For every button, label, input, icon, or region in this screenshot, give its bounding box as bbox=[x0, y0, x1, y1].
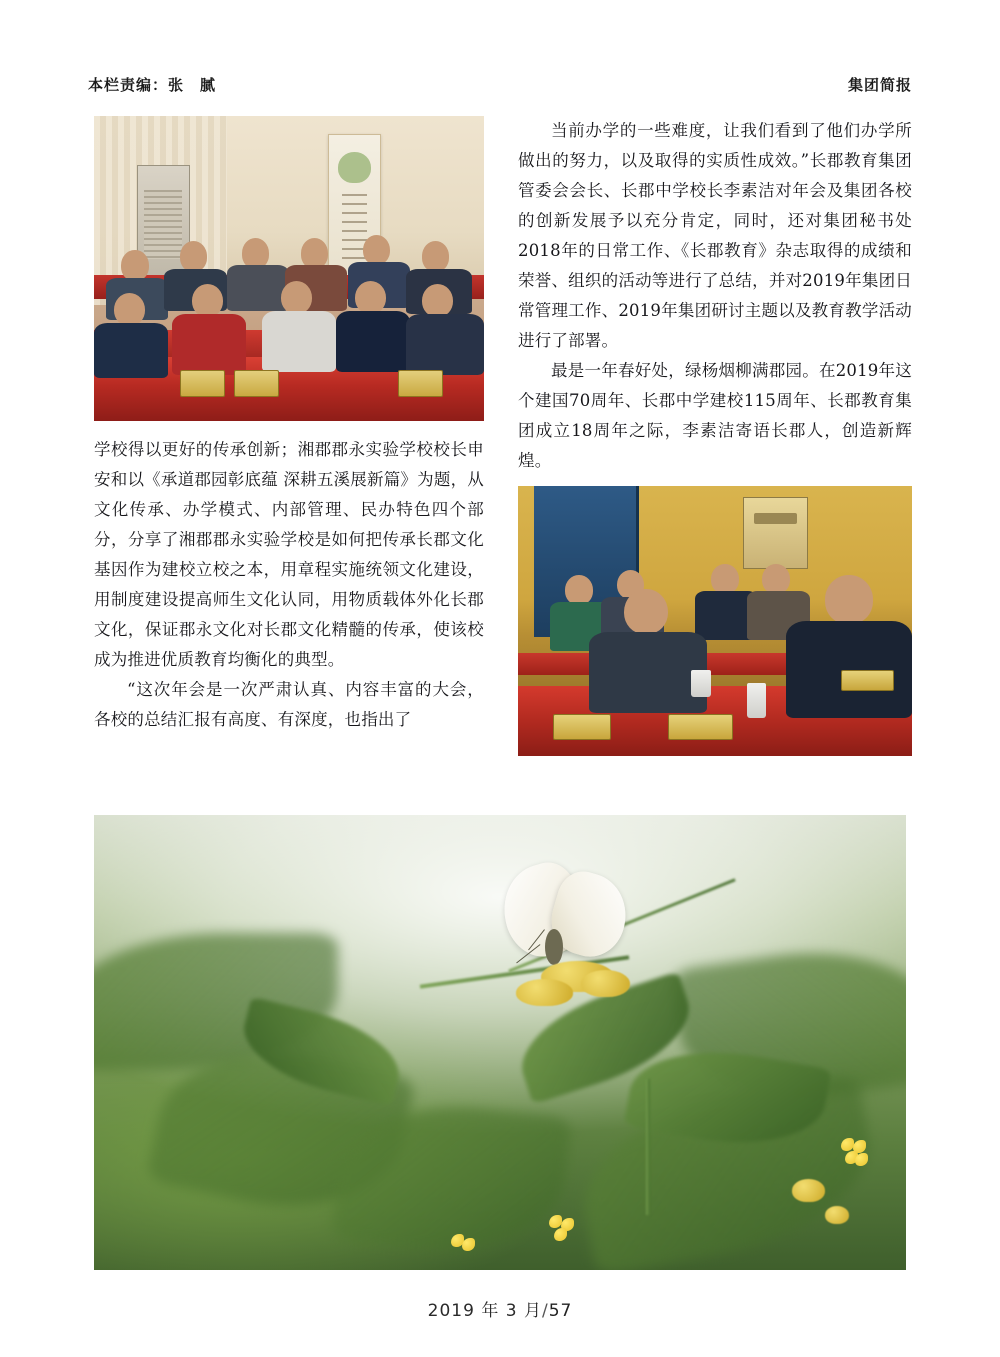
flower-bud bbox=[792, 1179, 824, 1202]
paragraph: 最是一年春好处，绿杨烟柳满郡园。在2019年这个建国70周年、长郡中学建校115周年、长郡教育集团成立18周年之际，李素洁寄语长郡人，创造新辉煌。 bbox=[518, 361, 912, 470]
page-footer bbox=[0, 1296, 1000, 1321]
nameplate bbox=[553, 714, 610, 740]
footer-date: 2019 年 3 月 bbox=[427, 1301, 542, 1321]
attendee-head bbox=[192, 284, 223, 318]
attendee-head bbox=[363, 235, 390, 266]
attendee-head bbox=[281, 281, 312, 315]
stem bbox=[646, 1079, 650, 1216]
section-title: 集团简报 bbox=[847, 76, 912, 94]
rape-flower bbox=[841, 1138, 882, 1179]
photo-butterfly-spring bbox=[94, 815, 906, 1270]
attendee-head bbox=[422, 284, 453, 318]
attendee-body bbox=[262, 311, 336, 372]
nameplate bbox=[180, 370, 225, 396]
attendee-head bbox=[180, 241, 207, 272]
paper-cup bbox=[747, 683, 767, 718]
nameplate bbox=[398, 370, 443, 396]
attendee-head-foreground bbox=[624, 589, 667, 635]
attendee-head bbox=[301, 238, 328, 269]
right-column-text bbox=[518, 116, 912, 476]
rape-flower-cluster bbox=[581, 970, 630, 997]
attendee-head bbox=[762, 564, 790, 594]
attendee-head bbox=[121, 250, 148, 281]
nameplate bbox=[668, 714, 733, 740]
nameplate bbox=[841, 670, 894, 691]
water-bottle bbox=[691, 670, 711, 697]
petal bbox=[554, 1228, 567, 1241]
left-column bbox=[94, 116, 484, 735]
attendee-body bbox=[336, 311, 410, 372]
paragraph: 当前办学的一些难度，让我们看到了他们办学所做出的努力，以及取得的实质性成效。”长郡教育集团管委会会长、长郡中学校长李素洁对年会及集团各校的创新发展予以充分肯定，同时，还对集团秘书处2018年的日常工作、《长郡教育》杂志取得的成绩和荣誉、组织的活动等进行了总结，并对2019年集团日常管理工作、2019年集团研讨主题以及教育教学活动进行了部署。 bbox=[518, 121, 912, 350]
rape-flower bbox=[451, 1234, 492, 1270]
attendee-head bbox=[355, 281, 386, 315]
right-column bbox=[518, 116, 912, 756]
attendee-head bbox=[422, 241, 449, 272]
rape-flower bbox=[549, 1215, 590, 1256]
attendee-head-foreground bbox=[825, 575, 872, 624]
attendee-body bbox=[406, 314, 484, 375]
wall-panel bbox=[743, 497, 808, 569]
footer-separator: / bbox=[541, 1301, 549, 1321]
attendee-head bbox=[114, 293, 145, 327]
attendee-body bbox=[172, 314, 246, 375]
page-number: 57 bbox=[548, 1301, 573, 1321]
petal bbox=[462, 1238, 475, 1251]
petal bbox=[855, 1153, 868, 1166]
attendee-body bbox=[227, 265, 289, 311]
petal bbox=[549, 1215, 562, 1228]
flower-bud bbox=[825, 1206, 849, 1224]
attendee-head bbox=[711, 564, 739, 594]
butterfly-body bbox=[545, 929, 563, 965]
attendee-body-foreground bbox=[589, 632, 707, 713]
paragraph: 学校得以更好的传承创新；湘郡郡永实验学校校长申安和以《承道郡园彰底蕴 深耕五溪展新篇》为题，从文化传承、办学模式、内部管理、民办特色四个部分，分享了湘郡郡永实验学校是如何把传承长郡文化基因作为建校立校之本，用章程实施统领文化建设，用制度建设提高师生文化认同，用物质载体外化长郡文化，保证郡永文化对长郡文化精髓的传承，使该校成为推进优质教育均衡化的典型。 bbox=[94, 440, 484, 669]
rape-flower-cluster bbox=[516, 979, 573, 1006]
paragraph: “这次年会是一次严肃认真、内容丰富的大会，各校的总结汇报有高度、有深度，也指出了 bbox=[94, 680, 484, 729]
attendee-head bbox=[565, 575, 593, 605]
attendee-body bbox=[94, 323, 168, 378]
left-column-text bbox=[94, 435, 484, 735]
column-editor-label: 本栏责编：张 腻 bbox=[88, 76, 217, 94]
photo-meeting-top-left bbox=[94, 116, 484, 421]
page-header bbox=[88, 74, 912, 96]
photo-meeting-right bbox=[518, 486, 912, 756]
nameplate bbox=[234, 370, 279, 396]
attendee-head bbox=[242, 238, 269, 269]
